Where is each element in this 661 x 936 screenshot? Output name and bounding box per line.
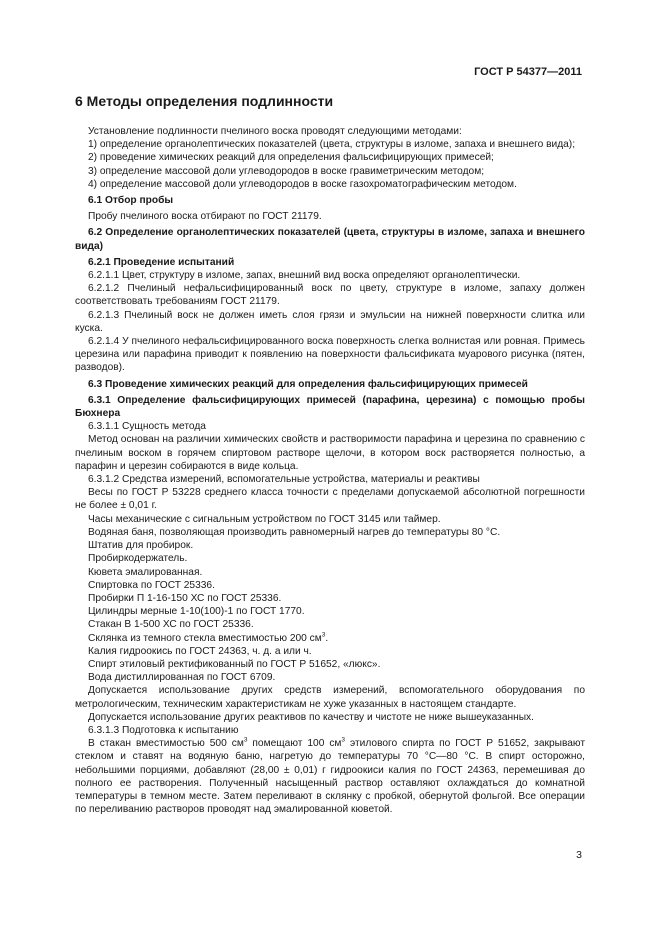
list-item: Штатив для пробирок. xyxy=(88,540,194,552)
page-number: 3 xyxy=(576,849,582,861)
list-item: Калия гидроокись по ГОСТ 24363, ч. д. а или ч. xyxy=(88,645,312,657)
paragraph: 6.3.1.1 Сущность метода xyxy=(88,421,206,433)
paragraph: Пробу пчелиного воска отбирают по ГОСТ 21179. xyxy=(88,211,322,223)
subsection-heading: 6.2.1 Проведение испытаний xyxy=(88,256,235,268)
list-item xyxy=(75,632,585,645)
list-item: Кювета эмалированная. xyxy=(88,566,203,578)
list-item: Вода дистиллированная по ГОСТ 6709. xyxy=(88,672,276,684)
subsection-heading: 6.3.1 Определение фальсифицирующих примесей (парафина, церезина) с помощью пробы Бюхнера xyxy=(75,394,585,420)
paragraph: 6.2.1.3 Пчелиный воск не должен иметь слоя грязи и эмульсии на нижней поверхности слитка или куска. xyxy=(75,309,585,334)
subsection-heading: 6.2 Определение органолептических показателей (цвета, структуры в изломе, запаха и внешнего вида) xyxy=(75,227,585,252)
superscript: 3 xyxy=(321,631,326,639)
paragraph: Допускается использование других реактивов по качеству и чистоте не ниже вышеуказанных. xyxy=(88,711,534,723)
text-run: . xyxy=(325,632,329,644)
paragraph: 6.2.1.2 Пчелиный нефальсифицированный воск по цвету, структуре в изломе, запаху должен соответствовать требованиям ГОСТ 21179. xyxy=(75,283,585,308)
list-item: Пробиркодержатель. xyxy=(88,553,188,565)
list-item: Пробирки П 1-16-150 ХС по ГОСТ 25336. xyxy=(88,592,282,604)
list-item: Цилиндры мерные 1-10(100)-1 по ГОСТ 1770. xyxy=(88,606,305,618)
subsection-heading: 6.3 Проведение химических реакций для определения фальсифицирующих примесей xyxy=(88,378,528,390)
paragraph: Весы по ГОСТ Р 53228 среднего класса точности с пределами допускаемой абсолютной погрешности не более ± 0,01 г. xyxy=(75,487,585,512)
paragraph: 6.2.1.4 У пчелиного нефальсифицированного воска поверхность слегка волнистая или ровная. Примесь церезина или парафина приводит к появлению на поверхности фальсификата муарового рисунка (пятен, разводов). xyxy=(75,336,585,374)
list-item: Часы механические с сигнальным устройством по ГОСТ 3145 или таймер. xyxy=(88,513,441,525)
text-run: Склянка из темного стекла вместимостью 200 см xyxy=(88,632,322,644)
paragraph: Установление подлинности пчелиного воска проводят следующими методами: xyxy=(88,126,462,137)
text-run: этилового спирта по ГОСТ Р 51652, закрывают стеклом и ставят на водяную баню, нагретую до температуры 70 °С—80 °С. В спирт осторожно, небольшими порциями, добавляют (28,00 ± 0,01) г гидроокиси калия по ГОСТ 24363, перемешивая до полного ее растворения. Полученный насыщенный раствор оставляют охлаждаться до комнатной температуры в темном месте. Затем переливают в склянку с пробкой, обернутой фольгой. Все операции по переливанию растворов проводят над эмалированной кюветой. xyxy=(75,738,585,816)
subsection-heading: 6.1 Отбор пробы xyxy=(88,195,174,207)
list-item: 1) определение органолептических показателей (цвета, структуры в изломе, запаха и внешнего вида); xyxy=(88,139,576,151)
list-item: Спиртовка по ГОСТ 25336. xyxy=(88,579,215,591)
list-item: 3) определение массовой доли углеводородов в воске гравиметрическим методом; xyxy=(88,165,485,177)
paragraph: 6.2.1.1 Цвет, структуру в изломе, запах, внешний вид воска определяют органолептически. xyxy=(88,270,521,282)
section-title: 6 Методы определения подлинности xyxy=(75,93,334,109)
list-item: 2) проведение химических реакций для определения фальсифицирующих примесей; xyxy=(88,152,494,164)
document-header: ГОСТ Р 54377—2011 xyxy=(474,66,582,78)
paragraph: 6.3.1.2 Средства измерений, вспомогательные устройства, материалы и реактивы xyxy=(88,474,480,486)
paragraph xyxy=(75,737,585,816)
paragraph: Метод основан на различии химических свойств и растворимости парафина и церезина по сравнению с пчелиным воском в горячем спиртовом растворе щелочи, в котором воск растворяется полностью, а парафин и церезин собираются в виде кольца. xyxy=(75,434,585,472)
paragraph: 6.3.1.3 Подготовка к испытанию xyxy=(88,724,239,736)
paragraph: Допускается использование других средств измерений, вспомогательного оборудования по метрологическим, техническим характеристикам не хуже указанных в настоящем стандарте. xyxy=(75,685,585,710)
list-item: 4) определение массовой доли углеводородов в воске газохроматографическим методом. xyxy=(88,178,517,190)
list-item: Стакан В 1-500 ХС по ГОСТ 25336. xyxy=(88,619,254,631)
superscript: 3 xyxy=(243,736,248,744)
text-run: В стакан вместимостью 500 см xyxy=(88,738,244,750)
list-item: Водяная баня, позволяющая производить равномерный нагрев до температуры 80 °С. xyxy=(88,526,501,538)
list-item: Спирт этиловый ректификованный по ГОСТ Р 51652, «люкс». xyxy=(88,658,381,670)
document-body xyxy=(75,125,585,816)
superscript: 3 xyxy=(341,736,346,744)
text-run: помещают 100 см xyxy=(247,738,342,750)
